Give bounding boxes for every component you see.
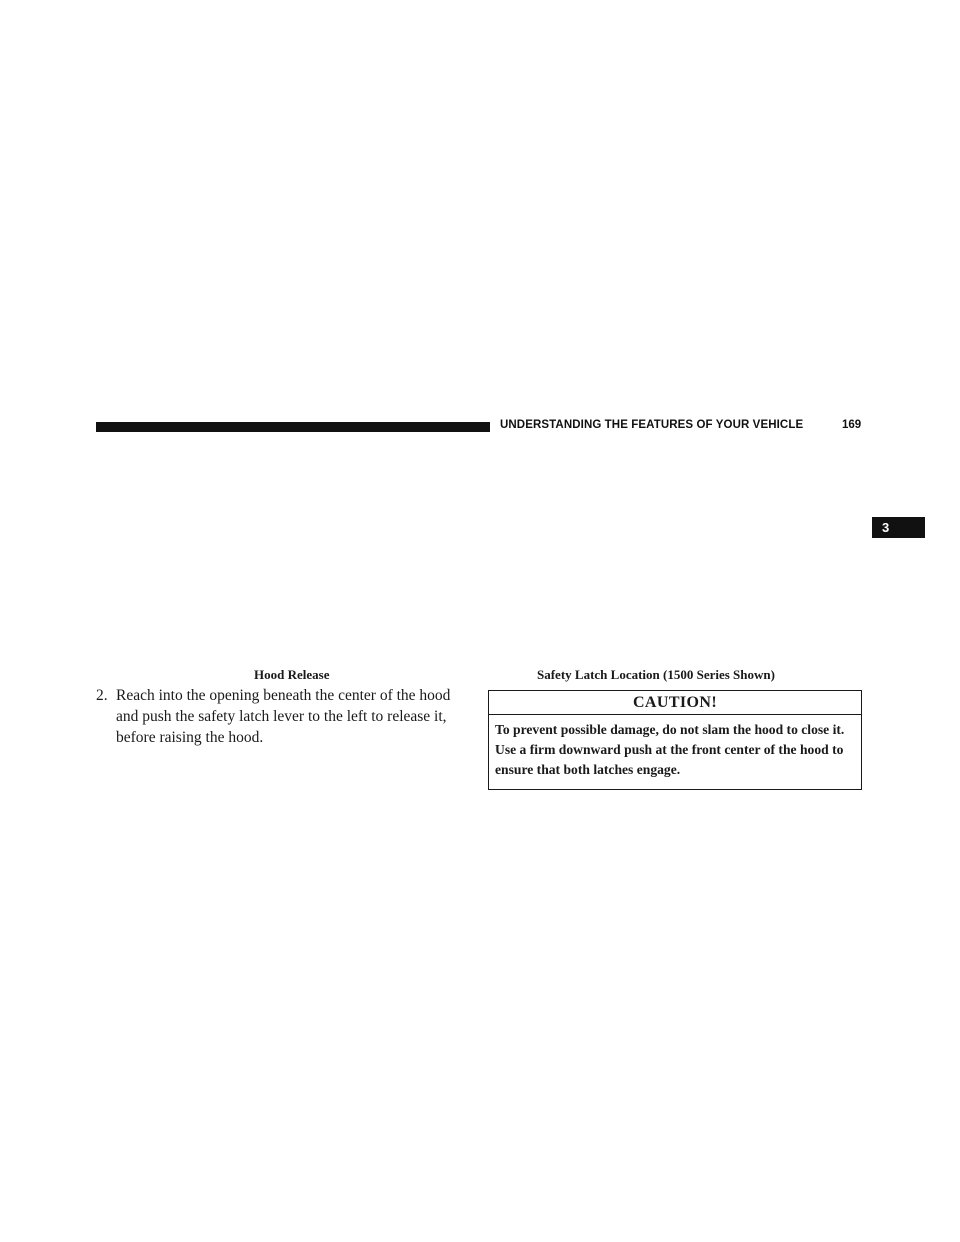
chapter-tab[interactable] (872, 517, 925, 538)
caution-box (488, 690, 862, 790)
instruction-step (96, 685, 476, 748)
page-number: 169 (842, 419, 862, 431)
chapter-tab-label: 3 (882, 520, 890, 535)
figure-caption-safety-latch: Safety Latch Location (1500 Series Shown) (537, 667, 775, 682)
step-number: 2. (96, 687, 108, 704)
header-rule (96, 422, 490, 432)
caution-title: CAUTION! (489, 691, 861, 715)
caution-text: To prevent possible damage, do not slam the hood to close it. Use a firm downward push at the front center of the hood to ensure that both latches engage. (495, 722, 845, 777)
step-text: Reach into the opening beneath the center of the hood and push the safety latch lever to the left to release it, before raising the hood. (116, 687, 451, 746)
section-title: UNDERSTANDING THE FEATURES OF YOUR VEHICLE (500, 419, 804, 431)
figure-caption-hood-release: Hood Release (254, 667, 330, 682)
